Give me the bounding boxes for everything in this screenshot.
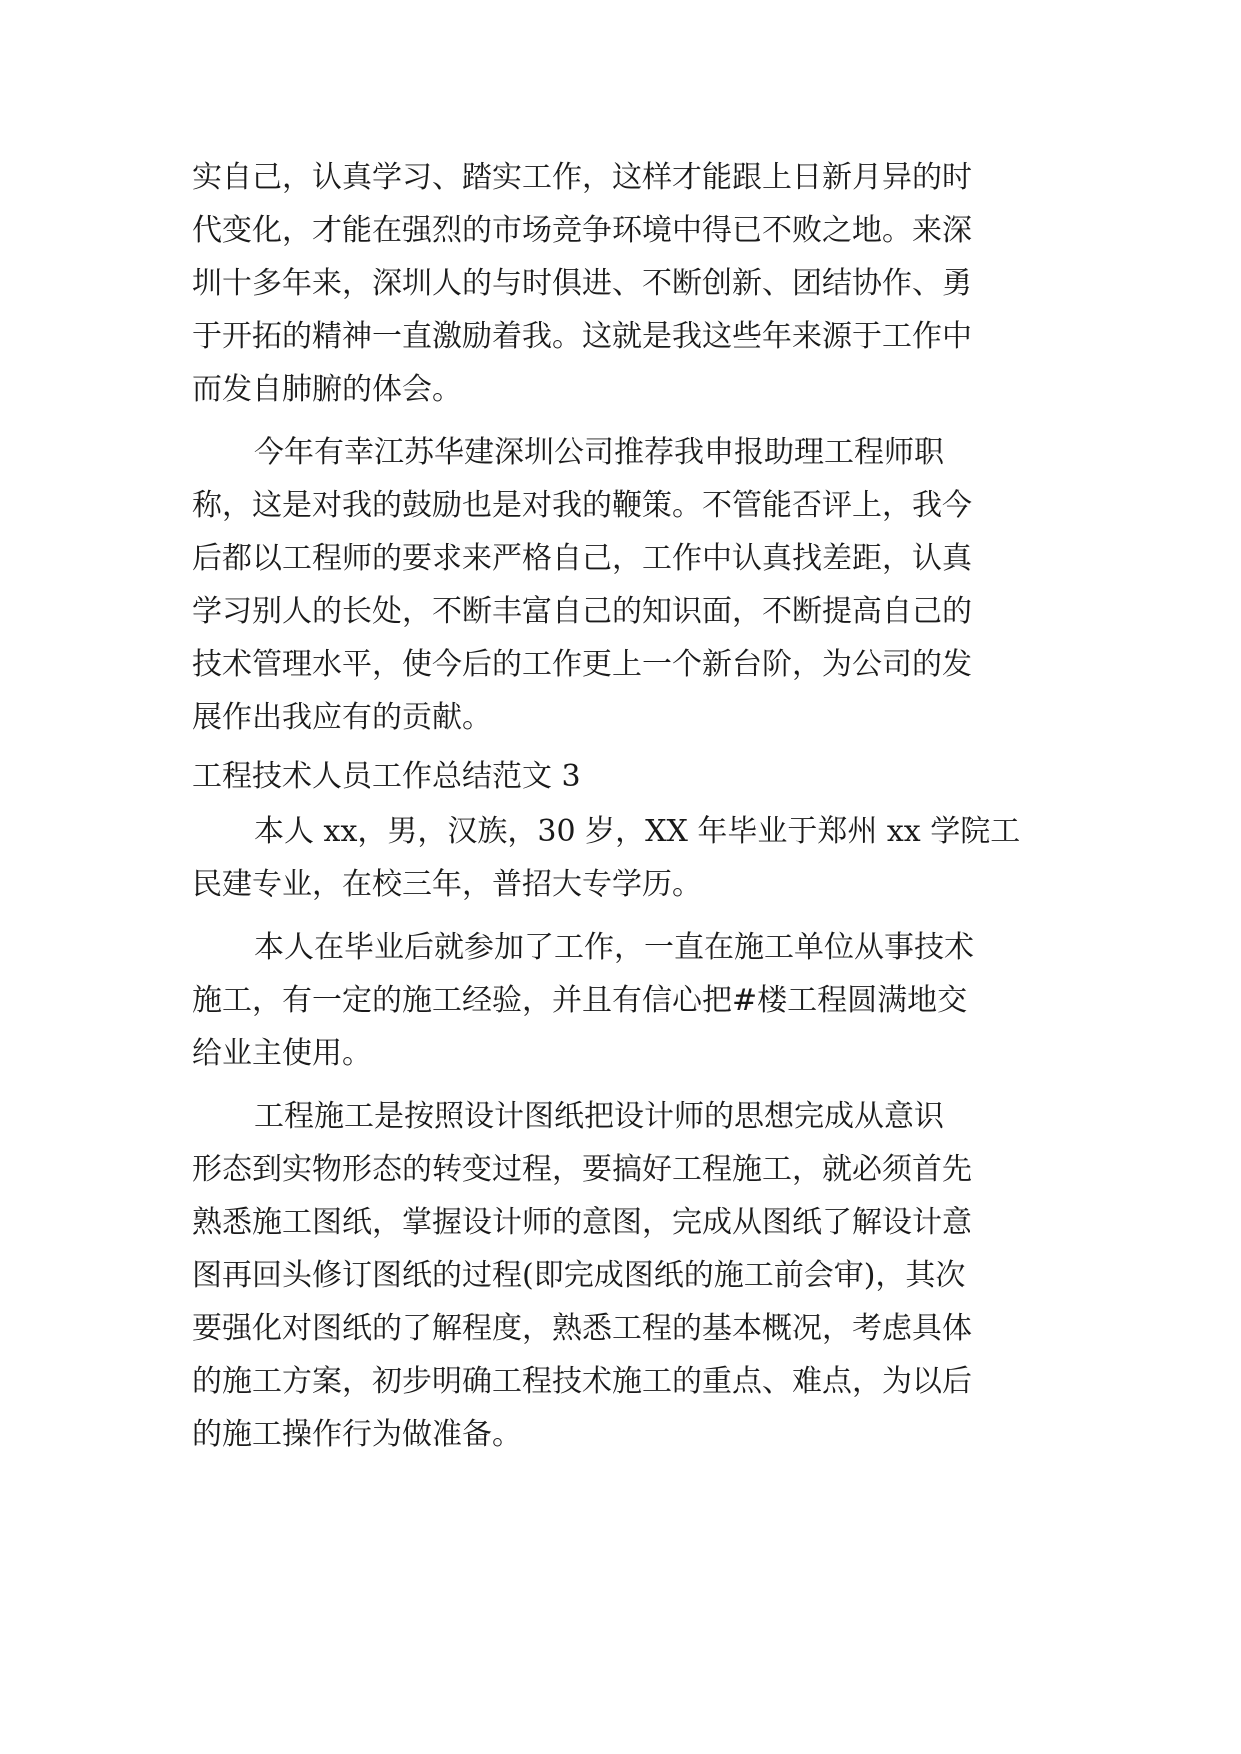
body-text-line: 于开拓的精神一直激励着我。这就是我这些年来源于工作中: [192, 319, 972, 354]
body-text-line: 本人 xx，男，汉族，30 岁，XX 年毕业于郑州 xx 学院工: [254, 814, 1021, 849]
body-text-line: 今年有幸江苏华建深圳公司推荐我申报助理工程师职: [254, 435, 944, 470]
body-text-line: 形态到实物形态的转变过程，要搞好工程施工，就必须首先: [192, 1152, 972, 1187]
body-text-line: 给业主使用。: [192, 1036, 372, 1071]
body-text-line: 本人在毕业后就参加了工作，一直在施工单位从事技术: [254, 930, 974, 965]
body-text-line: 而发自肺腑的体会。: [192, 372, 462, 407]
body-text-line: 学习别人的长处，不断丰富自己的知识面，不断提高自己的: [192, 594, 972, 629]
body-text-line: 展作出我应有的贡献。: [192, 700, 492, 735]
body-text-line: 的施工方案，初步明确工程技术施工的重点、难点，为以后: [192, 1364, 972, 1399]
body-text-line: 后都以工程师的要求来严格自己，工作中认真找差距，认真: [192, 541, 972, 576]
body-text-line: 称，这是对我的鼓励也是对我的鞭策。不管能否评上，我今: [192, 488, 972, 523]
body-text-line: 图再回头修订图纸的过程(即完成图纸的施工前会审)，其次: [192, 1258, 966, 1293]
body-text-line: 代变化，才能在强烈的市场竞争环境中得已不败之地。来深: [192, 213, 972, 248]
body-text-line: 施工，有一定的施工经验，并且有信心把#楼工程圆满地交: [192, 983, 968, 1018]
section-heading: 工程技术人员工作总结范文 3: [192, 759, 581, 794]
body-text-line: 熟悉施工图纸，掌握设计师的意图，完成从图纸了解设计意: [192, 1205, 972, 1240]
body-text-line: 圳十多年来，深圳人的与时俱进、不断创新、团结协作、勇: [192, 266, 972, 301]
body-text-line: 的施工操作行为做准备。: [192, 1417, 522, 1452]
body-text-line: 实自己，认真学习、踏实工作，这样才能跟上日新月异的时: [192, 160, 972, 195]
body-text-line: 要强化对图纸的了解程度，熟悉工程的基本概况，考虑具体: [192, 1311, 972, 1346]
body-text-line: 民建专业，在校三年，普招大专学历。: [192, 867, 702, 902]
body-text-line: 工程施工是按照设计图纸把设计师的思想完成从意识: [254, 1099, 944, 1134]
body-text-line: 技术管理水平，使今后的工作更上一个新台阶，为公司的发: [192, 647, 972, 682]
